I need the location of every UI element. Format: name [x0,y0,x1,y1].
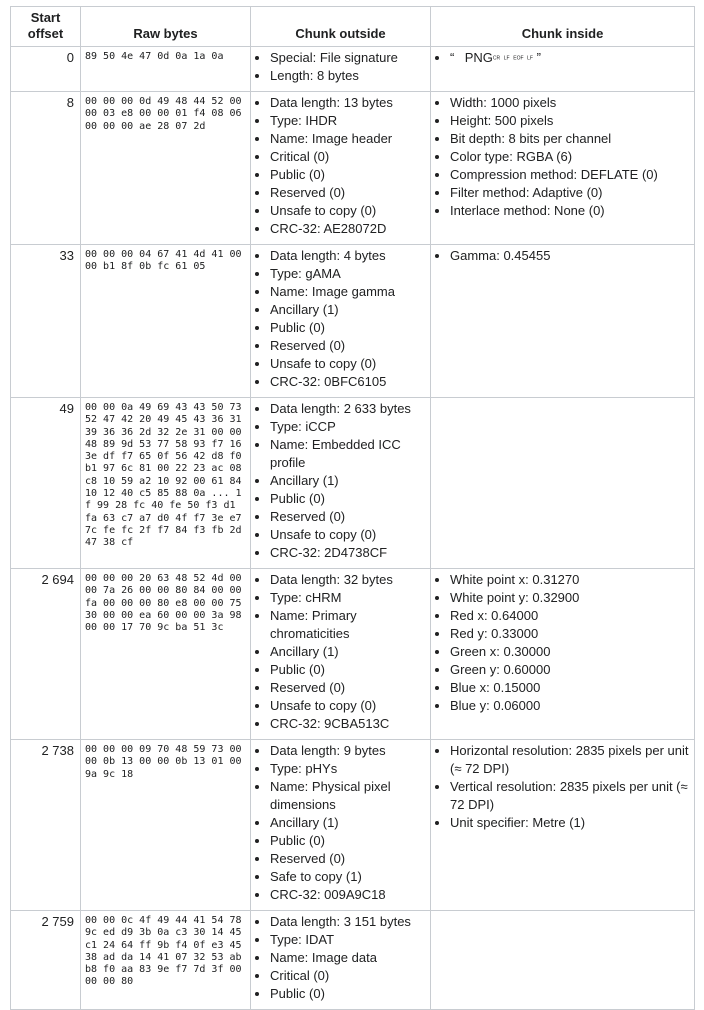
list-item: • Reserved (0) [270,850,426,868]
list-item: • Public (0) [270,832,426,850]
list-item: • Public (0) [270,985,426,1003]
list-item: • Name: Image data [270,949,426,967]
table-row [11,92,695,245]
table-row [11,911,695,1010]
list-item: • Type: IDAT [270,931,426,949]
list-item: • Ancillary (1) [270,301,426,319]
list-item: • Type: pHYs [270,760,426,778]
list-item: • Data length: 4 bytes [270,247,426,265]
chunk-outside [251,47,431,92]
list-item: • Data length: 3 151 bytes [270,913,426,931]
list-item: • Blue x: 0.15000 [450,679,690,697]
list-item: • Filter method: Adaptive (0) [450,184,690,202]
start-offset: 33 [11,245,81,398]
chunk-inside [431,245,695,398]
list-item: • Type: iCCP [270,418,426,436]
list-item: • Type: IHDR [270,112,426,130]
list-item: • CRC-32: 009A9C18 [270,886,426,904]
list-item: • White point y: 0.32900 [450,589,690,607]
list-item: • Unsafe to copy (0) [270,697,426,715]
list-item: • Ancillary (1) [270,814,426,832]
list-item: • Critical (0) [270,148,426,166]
list-item: • Reserved (0) [270,337,426,355]
chunk-inside [431,569,695,740]
signature-text: PNG [454,50,493,65]
chunk-outside [251,398,431,569]
signature-lf: LF [527,55,533,62]
start-offset: 0 [11,47,81,92]
header-start-offset: Start offset [11,7,81,47]
start-offset: 2 738 [11,740,81,911]
chunk-inside [431,740,695,911]
chunk-outside [251,911,431,1010]
list-item: • Name: Embedded ICC profile [270,436,426,472]
list-item: • Public (0) [270,661,426,679]
list-item: • Data length: 9 bytes [270,742,426,760]
signature-close-quote: ” [536,50,541,65]
list-item: • Horizontal resolution: 2835 pixels per unit (≈ 72 DPI) [450,742,690,778]
list-item: • Vertical resolution: 2835 pixels per unit (≈ 72 DPI) [450,778,690,814]
signature-lf: LF [503,55,510,62]
raw-bytes: 00 00 0a 49 69 43 43 50 73 52 47 42 20 49 45 43 36 31 39 36 36 2d 32 2e 31 00 00 48 89 9d 53 77 58 93 f7 16 3e df f7 65 0f 56 42 d8 f0 b1 97 6c 81 00 22 23 ac 08 c8 10 59 a2 10 92 00 61 84 10 12 40 c5 85 88 0a ... 1f 99 28 fc 40 fe 50 f3 d1 fa 63 c7 a7 d0 4f f7 3e e7 7c fe fc 2f f7 84 f3 fb 2d 47 38 cf [81,398,251,569]
start-offset: 8 [11,92,81,245]
list-item: • Height: 500 pixels [450,112,690,130]
start-offset: 2 759 [11,911,81,1010]
raw-bytes: 00 00 00 04 67 41 4d 41 00 00 b1 8f 0b fc 61 05 [81,245,251,398]
list-item: • Interlace method: None (0) [450,202,690,220]
list-item: • Reserved (0) [270,184,426,202]
chunk-inside [431,92,695,245]
list-item: • Data length: 13 bytes [270,94,426,112]
chunk-outside [251,569,431,740]
chunk-inside [431,47,695,92]
chunk-outside [251,245,431,398]
table-row [11,47,695,92]
list-item: • Safe to copy (1) [270,868,426,886]
list-item: • Ancillary (1) [270,643,426,661]
raw-bytes: 00 00 00 20 63 48 52 4d 00 00 7a 26 00 00 80 84 00 00 fa 00 00 00 80 e8 00 00 75 30 00 00 ea 60 00 00 3a 98 00 00 17 70 9c ba 51 3c [81,569,251,740]
raw-bytes: 00 00 0c 4f 49 44 41 54 78 9c ed d9 3b 0a c3 30 14 45 c1 24 64 ff 9b f4 0f e3 45 38 ad da 14 41 07 32 53 ab b8 f0 aa 83 9e f7 7d 3f 00 00 00 80 [81,911,251,1010]
list-item: • Unit specifier: Metre (1) [450,814,690,832]
list-item: • Color type: RGBA (6) [450,148,690,166]
list-item: • Unsafe to copy (0) [270,526,426,544]
list-item: • Name: Physical pixel dimensions [270,778,426,814]
chunk-inside [431,911,695,1010]
start-offset: 2 694 [11,569,81,740]
raw-bytes: 00 00 00 09 70 48 59 73 00 00 0b 13 00 00 0b 13 01 00 9a 9c 18 [81,740,251,911]
list-item: • Bit depth: 8 bits per channel [450,130,690,148]
list-item: • Data length: 32 bytes [270,571,426,589]
list-item: • Green x: 0.30000 [450,643,690,661]
list-item: • Width: 1000 pixels [450,94,690,112]
list-item: • Red y: 0.33000 [450,625,690,643]
chunk-inside [431,398,695,569]
list-item: • Type: gAMA [270,265,426,283]
png-chunk-table [10,6,695,1010]
table-row [11,740,695,911]
header-row [11,7,695,47]
list-item: • Unsafe to copy (0) [270,355,426,373]
list-item: • CRC-32: AE28072D [270,220,426,238]
signature-cr: CR [492,55,501,62]
table-row [11,245,695,398]
header-chunk-outside: Chunk outside [251,7,431,47]
table-row [11,398,695,569]
list-item: • Unsafe to copy (0) [270,202,426,220]
chunk-outside [251,740,431,911]
list-item: • Blue y: 0.06000 [450,697,690,715]
list-item: • Critical (0) [270,967,426,985]
list-item: • Green y: 0.60000 [450,661,690,679]
header-chunk-inside: Chunk inside [431,7,695,47]
list-item: • Public (0) [270,166,426,184]
list-item: • Red x: 0.64000 [450,607,690,625]
list-item: • Name: Image gamma [270,283,426,301]
list-item: • Compression method: DEFLATE (0) [450,166,690,184]
list-item: • CRC-32: 9CBA513C [270,715,426,733]
list-item: • Special: File signature [270,49,426,67]
chunk-outside [251,92,431,245]
list-item: • Data length: 2 633 bytes [270,400,426,418]
list-item: • Length: 8 bytes [270,67,426,85]
list-item: • CRC-32: 0BFC6105 [270,373,426,391]
list-item: • Name: Primary chromaticities [270,607,426,643]
list-item: • Public (0) [270,490,426,508]
list-item: • CRC-32: 2D4738CF [270,544,426,562]
list-item: • White point x: 0.31270 [450,571,690,589]
signature-open-quote: “ [450,50,455,65]
table-row [11,569,695,740]
raw-bytes: 89 50 4e 47 0d 0a 1a 0a [81,47,251,92]
list-item: • Public (0) [270,319,426,337]
list-item: • Gamma: 0.45455 [450,247,690,265]
list-item: • Type: cHRM [270,589,426,607]
list-item: • Ancillary (1) [270,472,426,490]
start-offset: 49 [11,398,81,569]
list-item: • Name: Image header [270,130,426,148]
list-item [450,49,690,68]
list-item: • Reserved (0) [270,508,426,526]
list-item: • Reserved (0) [270,679,426,697]
signature-eof: EOF [513,55,524,62]
raw-bytes: 00 00 00 0d 49 48 44 52 00 00 03 e8 00 00 01 f4 08 06 00 00 00 ae 28 07 2d [81,92,251,245]
header-raw-bytes: Raw bytes [81,7,251,47]
